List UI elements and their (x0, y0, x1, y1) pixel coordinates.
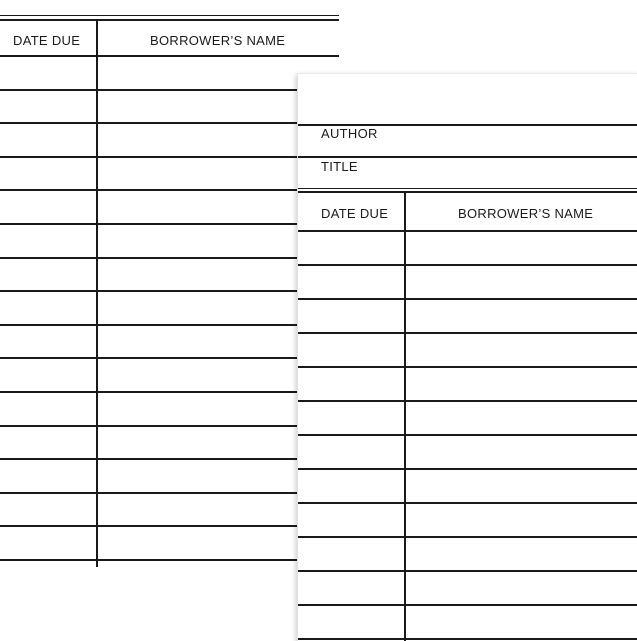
row-rule (298, 434, 637, 436)
row-rule (0, 223, 339, 225)
borrower-name-header: BORROWER’S NAME (458, 206, 594, 221)
row-rule (0, 257, 339, 259)
row-rule (0, 290, 339, 292)
row-rule (298, 502, 637, 504)
header-double-rule-upper (298, 188, 637, 189)
row-rule (0, 425, 339, 427)
row-rule (298, 264, 637, 266)
row-rule (298, 468, 637, 470)
row-rule (298, 298, 637, 300)
row-rule (0, 122, 339, 124)
row-rule (0, 156, 339, 158)
row-rule (0, 559, 339, 561)
column-divider (404, 193, 406, 641)
row-rule (0, 89, 339, 91)
row-rule (0, 55, 339, 57)
row-rule (0, 357, 339, 359)
date-due-header: DATE DUE (13, 33, 81, 48)
row-rule (0, 189, 339, 191)
row-rule (0, 492, 339, 494)
row-rule (298, 366, 637, 368)
row-rule (298, 332, 637, 334)
row-rule (0, 391, 339, 393)
author-label: AUTHOR (321, 126, 378, 141)
column-divider (96, 20, 98, 567)
header-double-rule-lower (298, 191, 637, 193)
row-rule (298, 230, 637, 232)
title-line (298, 156, 637, 158)
row-rule (0, 324, 339, 326)
row-rule (298, 536, 637, 538)
row-rule (0, 458, 339, 460)
date-due-header: DATE DUE (321, 206, 389, 221)
borrower-name-header: BORROWER’S NAME (150, 33, 286, 48)
title-label: TITLE (321, 159, 358, 174)
top-double-rule-upper (0, 15, 339, 16)
row-rule (298, 570, 637, 572)
top-double-rule-lower (0, 19, 339, 21)
row-rule (298, 400, 637, 402)
row-rule (0, 525, 339, 527)
library-card-front (297, 73, 637, 641)
row-rule (298, 604, 637, 606)
